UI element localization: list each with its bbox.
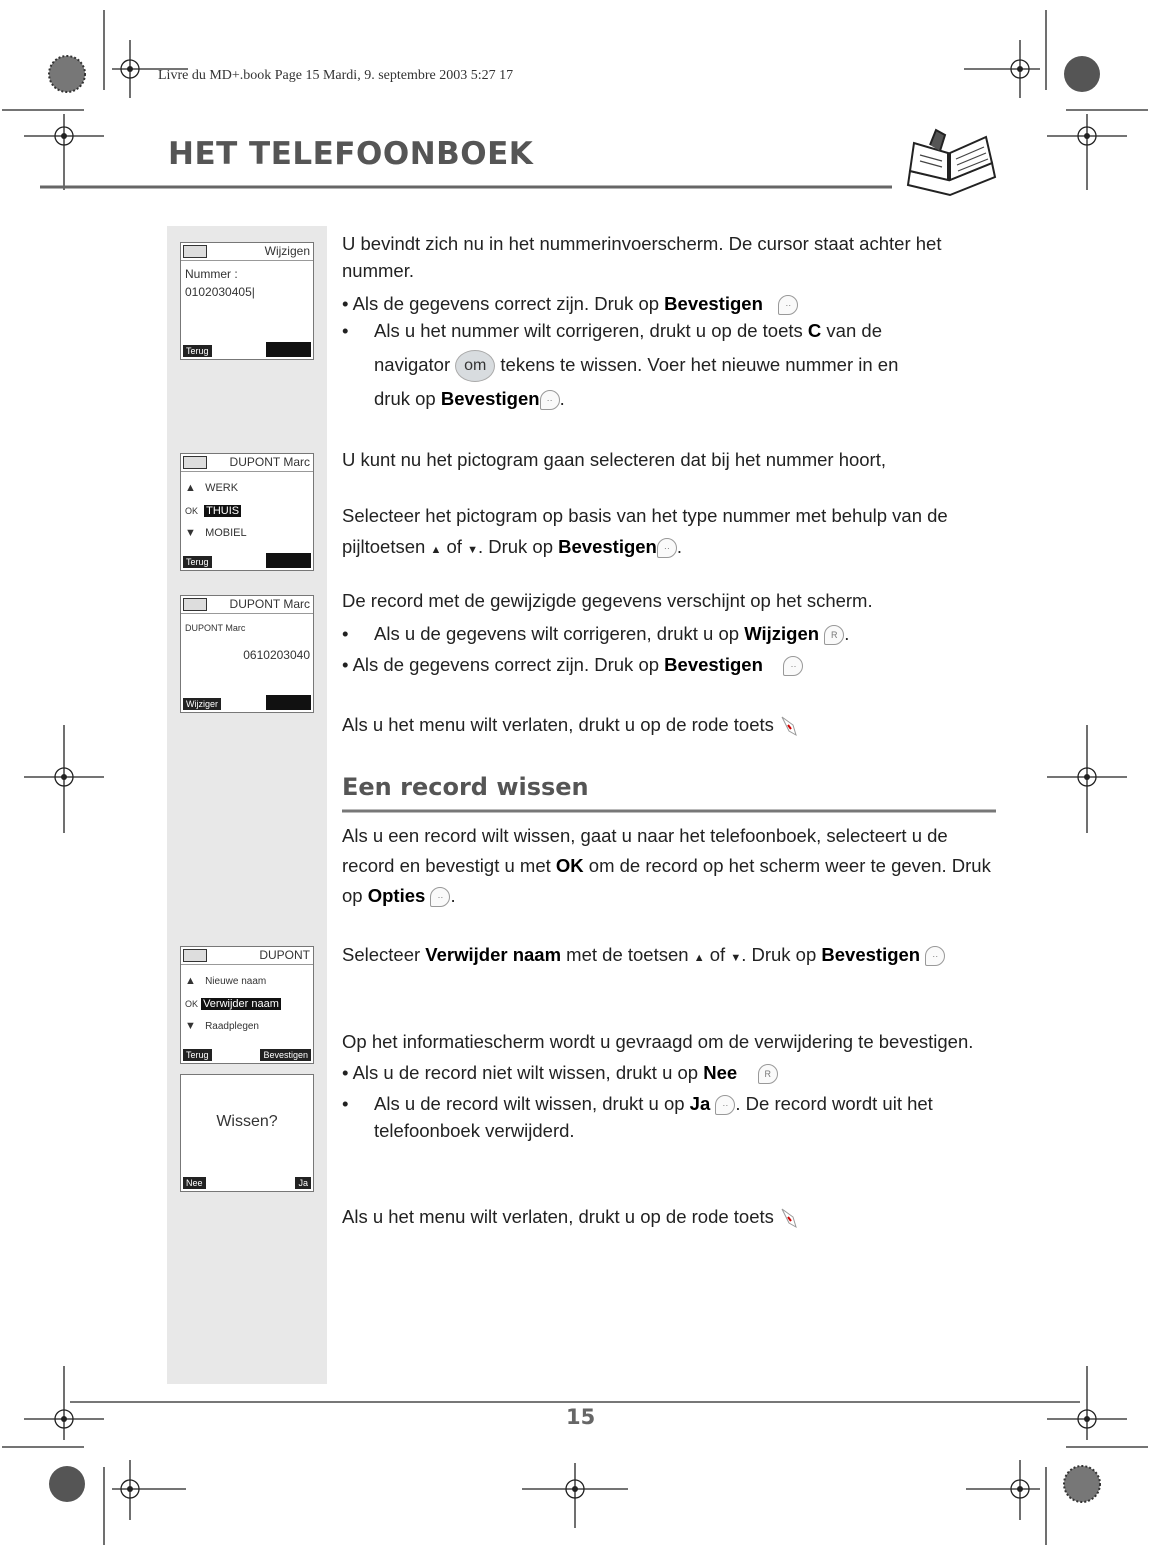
confirm-key-icon: ··	[783, 656, 803, 676]
paragraph-text: Op het informatiescherm wordt u gevraagd om de verwijdering te bevestigen.	[342, 1031, 974, 1052]
bullet-item: • Als u de gegevens wilt corrigeren, drukt u op Wijzigen R .	[342, 623, 850, 644]
list-item: ▲ WERK	[185, 482, 239, 494]
phonebook-icon	[183, 949, 207, 962]
paragraph-icon-select-instructions: Selecteer het pictogram op basis van het type nummer met behulp van de pijltoetsen ▲ of ▼. Druk op Bevestigen ·· .	[342, 505, 948, 557]
paragraph-icon-select: U kunt nu het pictogram gaan selecteren dat bij het nummer hoort,	[342, 449, 886, 470]
list-item: ▲ Nieuwe naam	[185, 975, 267, 987]
screen-header: DUPONT	[259, 948, 310, 962]
bullet-item: • Als u de record wilt wissen, drukt u op Ja ·· . De record wordt uit het telefoonboek verwijderd.	[342, 1093, 933, 1141]
page-title: HET TELEFOONBOEK	[168, 136, 534, 172]
screen-number: 0102030405|	[185, 285, 255, 299]
record-number: 0610203040	[243, 648, 310, 662]
soft-key-right	[266, 553, 311, 568]
options-key-icon: R	[824, 625, 844, 645]
confirm-key-icon: ··	[925, 946, 945, 966]
soft-key-right: Ja	[295, 1177, 311, 1189]
paragraph-exit-menu-2: Als u het menu wilt verlaten, drukt u op de rode toets	[342, 1203, 1000, 1230]
soft-key-left: Terug	[183, 1049, 212, 1061]
soft-key-left: Wijziger	[183, 698, 221, 710]
options-key-icon: R	[758, 1064, 778, 1084]
soft-key-left: Nee	[183, 1177, 206, 1189]
soft-key-right	[266, 342, 311, 357]
list-item: ▼ MOBIEL	[185, 527, 247, 539]
phone-screen-confirm	[180, 1074, 314, 1192]
paragraph-exit-menu: Als u het menu wilt verlaten, drukt u op de rode toets	[342, 711, 1000, 738]
paragraph-delete-intro: Als u een record wilt wissen, gaat u naar het telefoonboek, selecteert u de record en bevestigt u met OK om de record op het scherm weer te geven. Druk op Opties ·· .	[342, 825, 991, 906]
paragraph-select-delete: Selecteer Verwijder naam met de toetsen ▲ of ▼. Druk op Bevestigen ··	[342, 939, 1000, 974]
phonebook-icon	[183, 456, 207, 469]
phone-screen-icon-select	[180, 453, 314, 571]
confirm-key-icon: ··	[657, 538, 677, 558]
bullet-item: • Als de gegevens correct zijn. Druk op Bevestigen ··	[342, 651, 1000, 678]
section-heading: Een record wissen	[342, 773, 589, 801]
bullet-item: • Als de gegevens correct zijn. Druk op Bevestigen ··	[342, 290, 1000, 317]
phone-screen-options	[180, 946, 314, 1064]
paragraph-text: De record met de gewijzigde gegevens verschijnt op het scherm.	[342, 590, 873, 611]
page-number: 15	[566, 1405, 596, 1429]
record-name: DUPONT Marc	[185, 623, 246, 633]
paragraph-number-entry	[342, 230, 1000, 416]
bullet-item: • Als u het nummer wilt corrigeren, drukt u op de toets C van de navigator om tekens te wissen. Voer het nieuwe nummer in en druk op Bevestigen ·· .	[342, 320, 899, 410]
screen-sidebar	[167, 226, 327, 1384]
soft-key-right	[266, 695, 311, 710]
paragraph-text: U bevindt zich nu in het nummerinvoerscherm. De cursor staat achter het nummer.	[342, 233, 942, 281]
bullet-item: • Als u de record niet wilt wissen, drukt u op Nee R	[342, 1059, 1000, 1086]
paragraph-record-shown	[342, 587, 1000, 678]
soft-key-right: Bevestigen	[260, 1049, 311, 1061]
screen-label: Nummer :	[185, 267, 238, 281]
screen-header: DUPONT Marc	[229, 455, 310, 469]
phonebook-icon	[183, 598, 207, 611]
confirm-key-icon: ··	[715, 1095, 735, 1115]
soft-key-left: Terug	[183, 556, 212, 568]
phone-screen-number-entry	[180, 242, 314, 360]
confirm-key-icon: ··	[540, 390, 560, 410]
list-item: OK THUIS	[185, 505, 240, 517]
list-item: OK Verwijder naam	[185, 998, 279, 1010]
red-key-icon	[779, 715, 799, 737]
screen-header: Wijzigen	[264, 244, 310, 258]
options-key-icon: ··	[430, 887, 450, 907]
phonebook-icon	[183, 245, 207, 258]
soft-key-left: Terug	[183, 345, 212, 357]
list-item: ▼ Raadplegen	[185, 1020, 259, 1032]
screen-header: DUPONT Marc	[229, 597, 310, 611]
navigator-icon: om	[455, 350, 495, 382]
book-icon	[900, 125, 1000, 200]
paragraph-confirm-delete	[342, 1028, 1000, 1144]
phone-screen-record	[180, 595, 314, 713]
confirm-key-icon: ··	[778, 295, 798, 315]
red-key-icon	[779, 1207, 799, 1229]
confirm-prompt: Wissen?	[216, 1113, 278, 1130]
print-header: Livre du MD+.book Page 15 Mardi, 9. septembre 2003 5:27 17	[158, 68, 514, 83]
